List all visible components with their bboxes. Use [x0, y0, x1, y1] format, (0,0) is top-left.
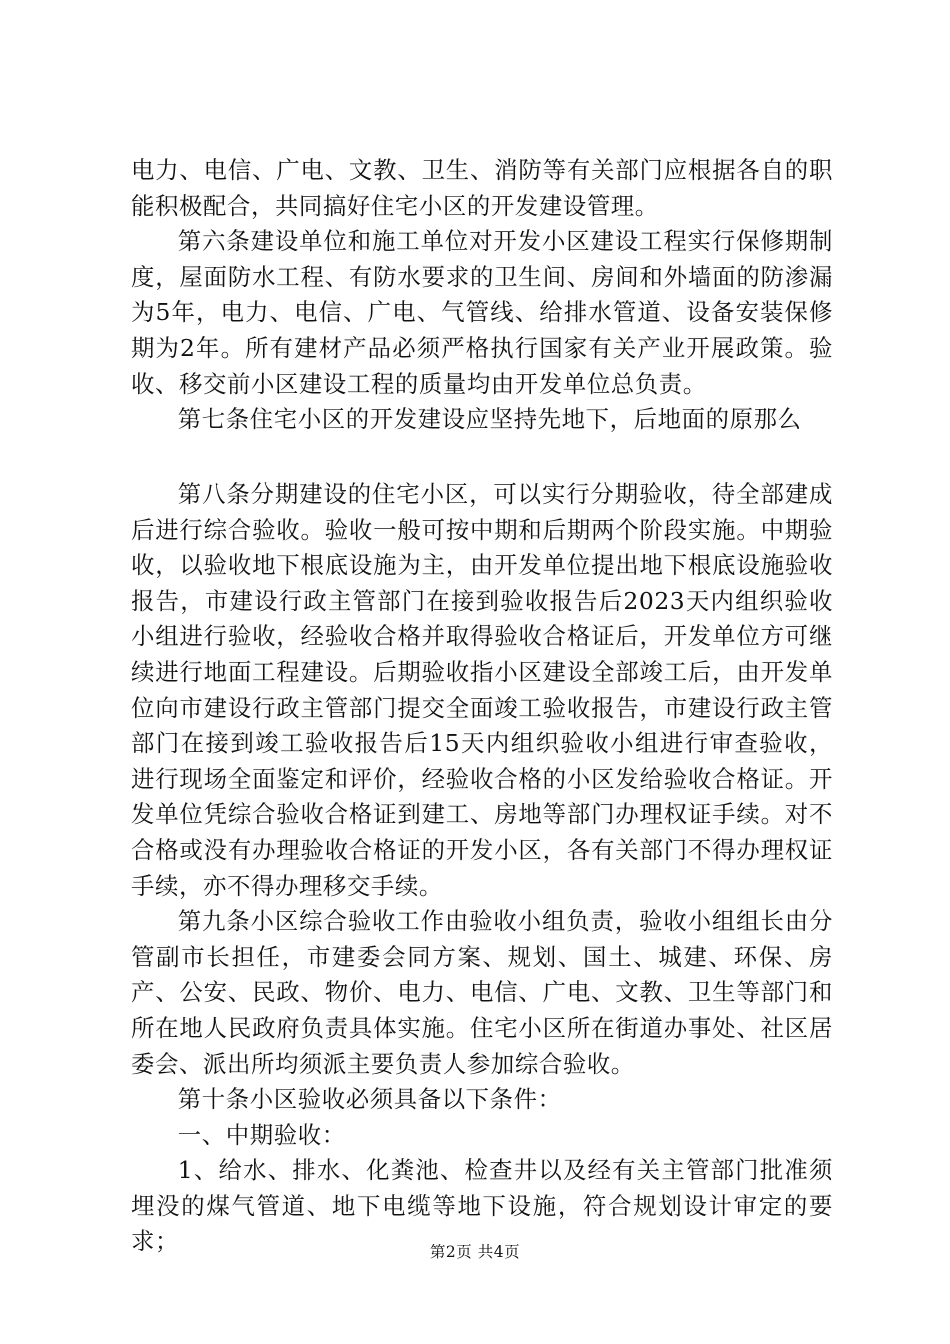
paragraph-midterm-heading: 一、中期验收：: [177, 1120, 346, 1149]
text-block-upper: [131, 153, 833, 438]
paragraph-article-10: 第十条小区验收必须具备以下条件：: [177, 1085, 562, 1114]
paragraph-article-7: 第七条住宅小区的开发建设应坚持先地下，后地面的原那么: [177, 405, 802, 434]
page-number-footer: 第2页 共4页: [429, 1243, 521, 1261]
text-block-lower: [131, 477, 833, 1260]
paragraph-article-6: 第六条建设单位和施工单位对开发小区建设工程实行保修期制度，屋面防水工程、有防水要求的卫生间、房间和外墙面的防渗漏为5年，电力、电信、广电、气管线、给排水管道、设备安装保修期为2年。所有建材产品必须严格执行国家有关产业开展政策。验收、移交前小区建设工程的质量均由开发单位总负责。: [131, 227, 833, 398]
paragraph-item-1: 1、给水、排水、化粪池、检查井以及经有关主管部门批准须埋没的煤气管道、地下电缆等地下设施，符合规划设计审定的要求；: [131, 1156, 833, 1256]
paragraph-article-8: 第八条分期建设的住宅小区，可以实行分期验收，待全部建成后进行综合验收。验收一般可按中期和后期两个阶段实施。中期验收，以验收地下根底设施为主，由开发单位提出地下根底设施验收报告，市建设行政主管部门在接到验收报告后2023天内组织验收小组进行验收，经验收合格并取得验收合格证后，开发单位方可继续进行地面工程建设。后期验收指小区建设全部竣工后，由开发单位向市建设行政主管部门提交全面竣工验收报告，市建设行政主管部门在接到竣工验收报告后15天内组织验收小组进行审查验收，进行现场全面鉴定和评价，经验收合格的小区发给验收合格证。开发单位凭综合验收合格证到建工、房地等部门办理权证手续。对不合格或没有办理验收合格证的开发小区，各有关部门不得办理权证手续，亦不得办理移交手续。: [131, 480, 833, 900]
paragraph-continuation: 电力、电信、广电、文教、卫生、消防等有关部门应根据各自的职能积极配合，共同搞好住宅小区的开发建设管理。: [131, 156, 833, 220]
paragraph-article-9: 第九条小区综合验收工作由验收小组负责，验收小组组长由分管副市长担任，市建委会同方案、规划、国土、城建、环保、房产、公安、民政、物价、电力、电信、广电、文教、卫生等部门和所在地人民政府负责具体实施。住宅小区所在街道办事处、社区居委会、派出所均须派主要负责人参加综合验收。: [131, 907, 833, 1078]
